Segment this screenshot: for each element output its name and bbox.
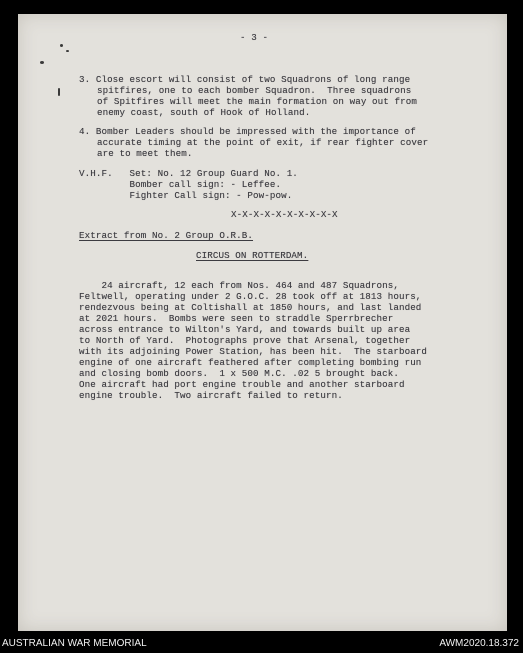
margin-mark [66, 50, 69, 52]
margin-mark [60, 44, 63, 47]
body-line-9: and closing bomb doors. 1 x 500 M.C. .02 5 brought back. [79, 368, 399, 379]
paragraph-3-line-1: 3. Close escort will consist of two Squadrons of long range [79, 74, 411, 85]
body-line-3: rendezvous being at Coltishall at 1850 hours, and last landed [79, 302, 422, 313]
vhf-line-2: Bomber call sign: - Leffee. [79, 179, 282, 190]
vhf-line-1: V.H.F. Set: No. 12 Group Guard No. 1. [79, 168, 298, 179]
body-line-1: 24 aircraft, 12 each from Nos. 464 and 487 Squadrons, [79, 280, 399, 291]
paragraph-3-line-2: spitfires, one to each bomber Squadron. Three squadrons [97, 85, 412, 96]
vhf-line-3: Fighter Call sign: - Pow-pow. [79, 190, 293, 201]
extract-heading: Extract from No. 2 Group O.R.B. [79, 230, 254, 241]
body-line-4: at 2021 hours. Bombs were seen to straddle Sperrbrecher [79, 313, 394, 324]
paragraph-4-line-2: accurate timing at the point of exit, if rear fighter cover [97, 137, 429, 148]
body-line-7: with its adjoining Power Station, has been hit. The starboard [79, 346, 428, 357]
page-number: - 3 - [240, 32, 269, 43]
paragraph-4-line-1: 4. Bomber Leaders should be impressed with the importance of [79, 126, 416, 137]
body-line-2: Feltwell, operating under 2 G.O.C. 28 took off at 1813 hours, [79, 291, 422, 302]
body-line-6: to North of Yard. Photographs prove that Arsenal, together [79, 335, 411, 346]
paragraph-3-line-3: of Spitfires will meet the main formation on way out from [97, 96, 417, 107]
footer-institution: AUSTRALIAN WAR MEMORIAL [2, 638, 147, 649]
paragraph-4-line-3: are to meet them. [97, 148, 193, 159]
body-line-8: engine of one aircraft feathered after completing bombing run [79, 357, 422, 368]
body-line-11: engine trouble. Two aircraft failed to return. [79, 390, 343, 401]
margin-mark [58, 88, 60, 96]
footer-accession-number: AWM2020.18.372 [439, 638, 519, 649]
body-line-5: across entrance to Wilton's Yard, and towards built up area [79, 324, 411, 335]
margin-mark [40, 61, 44, 64]
separator: X-X-X-X-X-X-X-X-X-X [231, 209, 338, 220]
paragraph-3-line-4: enemy coast, south of Hook of Holland. [97, 107, 311, 118]
circus-heading: CIRCUS ON ROTTERDAM. [196, 250, 309, 261]
body-line-10: One aircraft had port engine trouble and another starboard [79, 379, 405, 390]
